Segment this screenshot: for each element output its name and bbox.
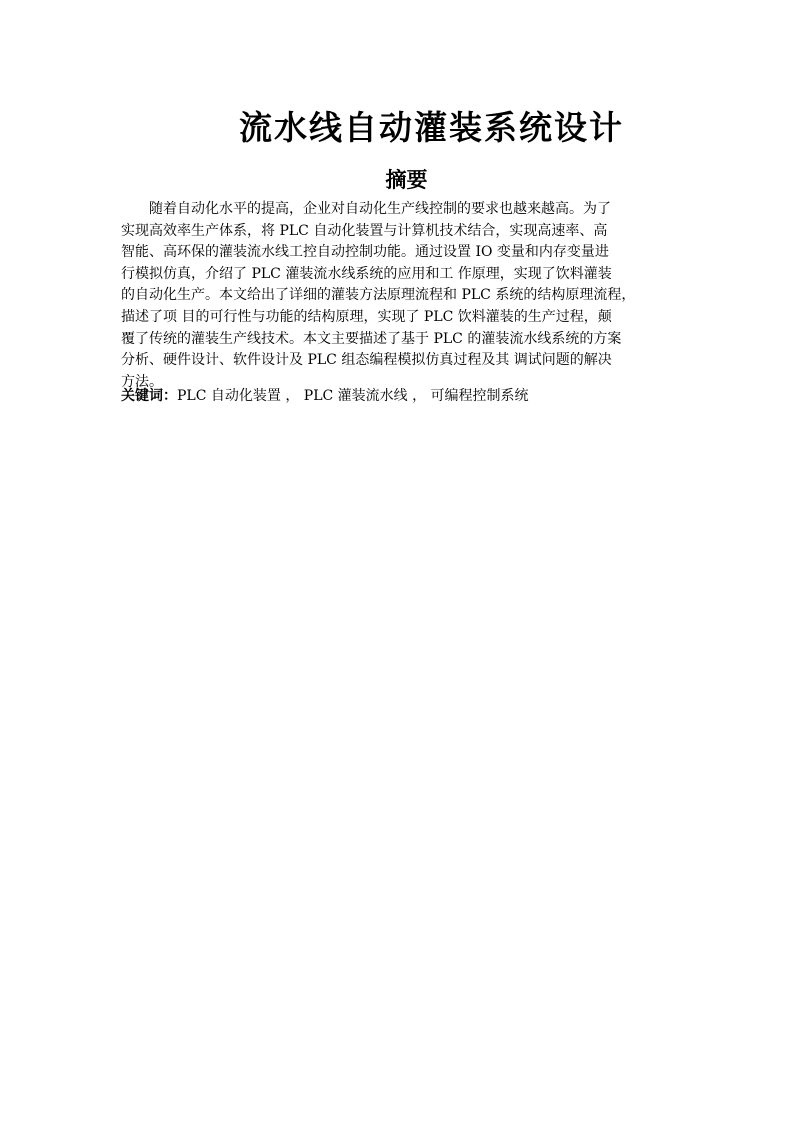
abstract-heading: 摘要 (385, 168, 428, 192)
abstract-line: 方法。 (121, 373, 163, 390)
keywords-line (121, 386, 681, 408)
abstract-line: 的自动化生产。本文给出了详细的灌装方法原理流程和 PLC 系统的结构原理流程， (121, 287, 636, 304)
keywords-text: PLC 自动化装置 ， PLC 灌装流水线 ， 可编程控制系统 (177, 388, 529, 404)
abstract-line: 覆了传统的灌装生产线技术。本文主要描述了基于 PLC 的灌装流水线系统的方案 (121, 330, 622, 347)
abstract-line: 智能、高环保的灌装流水线工控自动控制功能。通过设置 IO 变量和内存变量进 (121, 244, 609, 261)
abstract-body (121, 199, 681, 393)
keywords-label: 关键词： (121, 388, 177, 404)
abstract-line: 分析、硬件设计、软件设计及 PLC 组态编程模拟仿真过程及其 调试问题的解决 (121, 352, 612, 369)
abstract-line: 实现高效率生产体系，将 PLC 自动化装置与计算机技术结合，实现高速率、高 (121, 222, 608, 239)
document-title: 流水线自动灌装系统设计 (239, 108, 624, 147)
abstract-line: 随着自动化水平的提高，企业对自动化生产线控制的要求也越来越高。为了 (149, 201, 611, 217)
abstract-line: 描述了项 目的可行性与功能的结构原理，实现了 PLC 饮料灌装的生产过程，颠 (121, 308, 612, 325)
abstract-line: 行模拟仿真，介绍了 PLC 灌装流水线系统的应用和工 作原理，实现了饮料灌装 (121, 265, 612, 282)
